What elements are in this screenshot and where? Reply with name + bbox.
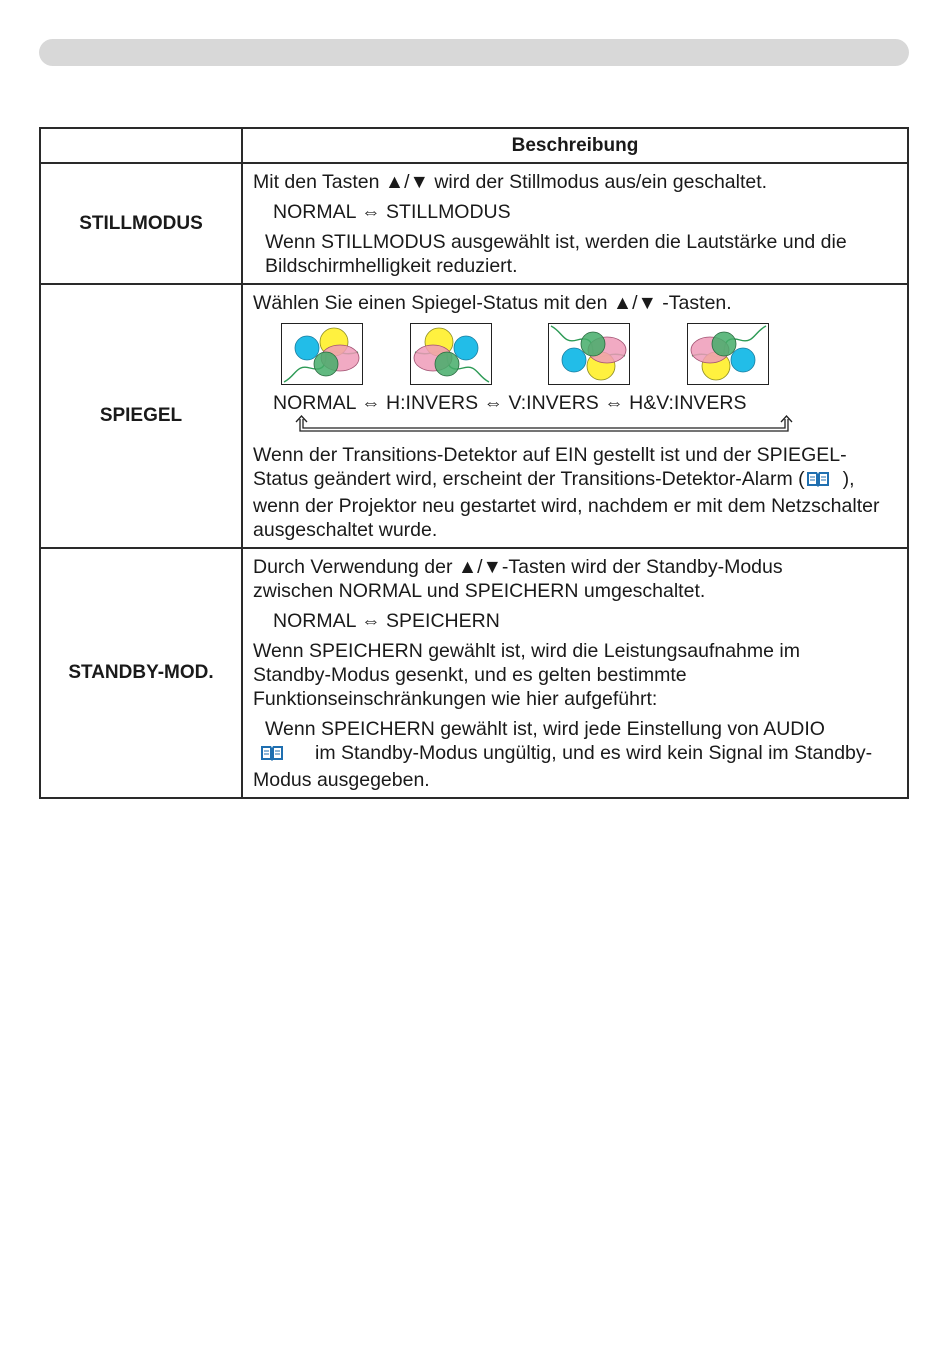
still-instruction: Mit den Tasten ▲/▼ wird der Stillmodus aus/ein geschaltet. bbox=[253, 171, 768, 193]
row-description-stillmodus bbox=[242, 163, 908, 284]
settings-table bbox=[39, 127, 909, 799]
table-row-stillmodus bbox=[40, 163, 908, 284]
row-label-stillmodus: STILLMODUS bbox=[40, 163, 242, 284]
standby-note: Wenn SPEICHERN gewählt ist, wird die Leistungsaufnahme im Standby-Modus gesenkt, und es gelten bestimmte Funktionseinschränkungen wie hier aufgeführt: bbox=[253, 640, 800, 710]
mirror-sequence: NORMAL ⇔ H:INVERS ⇔ V:INVERS ⇔ H&V:INVERS bbox=[273, 392, 747, 414]
row-label-spiegel: SPIEGEL bbox=[40, 284, 242, 548]
page-header-bar bbox=[39, 39, 909, 66]
cycle-arrow-icon bbox=[253, 415, 897, 437]
header-description: Beschreibung bbox=[242, 128, 908, 163]
table-row-standby bbox=[40, 548, 908, 798]
header-item-cell bbox=[40, 128, 242, 163]
mirror-thumbnails bbox=[253, 323, 897, 387]
mirror-note: Wenn der Transitions-Detektor auf EIN gestellt ist und der SPIEGEL-Status geändert wird, erscheint der Transitions-Detektor-Alarm ( ), wenn der Projektor neu gestartet wird, nachdem er mit dem Netzschalter ausgeschaltet wurde. bbox=[253, 444, 880, 541]
still-note: Wenn STILLMODUS ausgewählt ist, werden die Lautstärke und die Bildschirmhelligkeit reduziert. bbox=[265, 231, 847, 277]
standby-audio-note: Wenn SPEICHERN gewählt ist, wird jede Einstellung von AUDIO im Standby-Modus ungültig, und es wird kein Signal im Standby-Modus ausgegeben. bbox=[253, 718, 873, 791]
mirror-h-invers-icon bbox=[410, 323, 492, 385]
row-description-standby bbox=[242, 548, 908, 798]
mirror-v-invers-icon bbox=[548, 323, 630, 385]
mirror-instruction: Wählen Sie einen Spiegel-Status mit den ▲/▼ -Tasten. bbox=[253, 292, 732, 314]
standby-instruction: Durch Verwendung der ▲/▼-Tasten wird der Standby-Modus zwischen NORMAL und SPEICHERN umgeschaltet. bbox=[253, 556, 783, 602]
table-header-row bbox=[40, 128, 908, 163]
book-icon bbox=[259, 744, 285, 768]
row-description-spiegel bbox=[242, 284, 908, 548]
standby-sequence: NORMAL ⇔ SPEICHERN bbox=[273, 610, 500, 632]
mirror-normal-icon bbox=[281, 323, 363, 385]
still-sequence: NORMAL ⇔ STILLMODUS bbox=[273, 201, 511, 223]
mirror-hv-invers-icon bbox=[687, 323, 769, 385]
book-icon bbox=[805, 470, 831, 494]
row-label-standby: STANDBY-MOD. bbox=[40, 548, 242, 798]
table-row-spiegel bbox=[40, 284, 908, 548]
